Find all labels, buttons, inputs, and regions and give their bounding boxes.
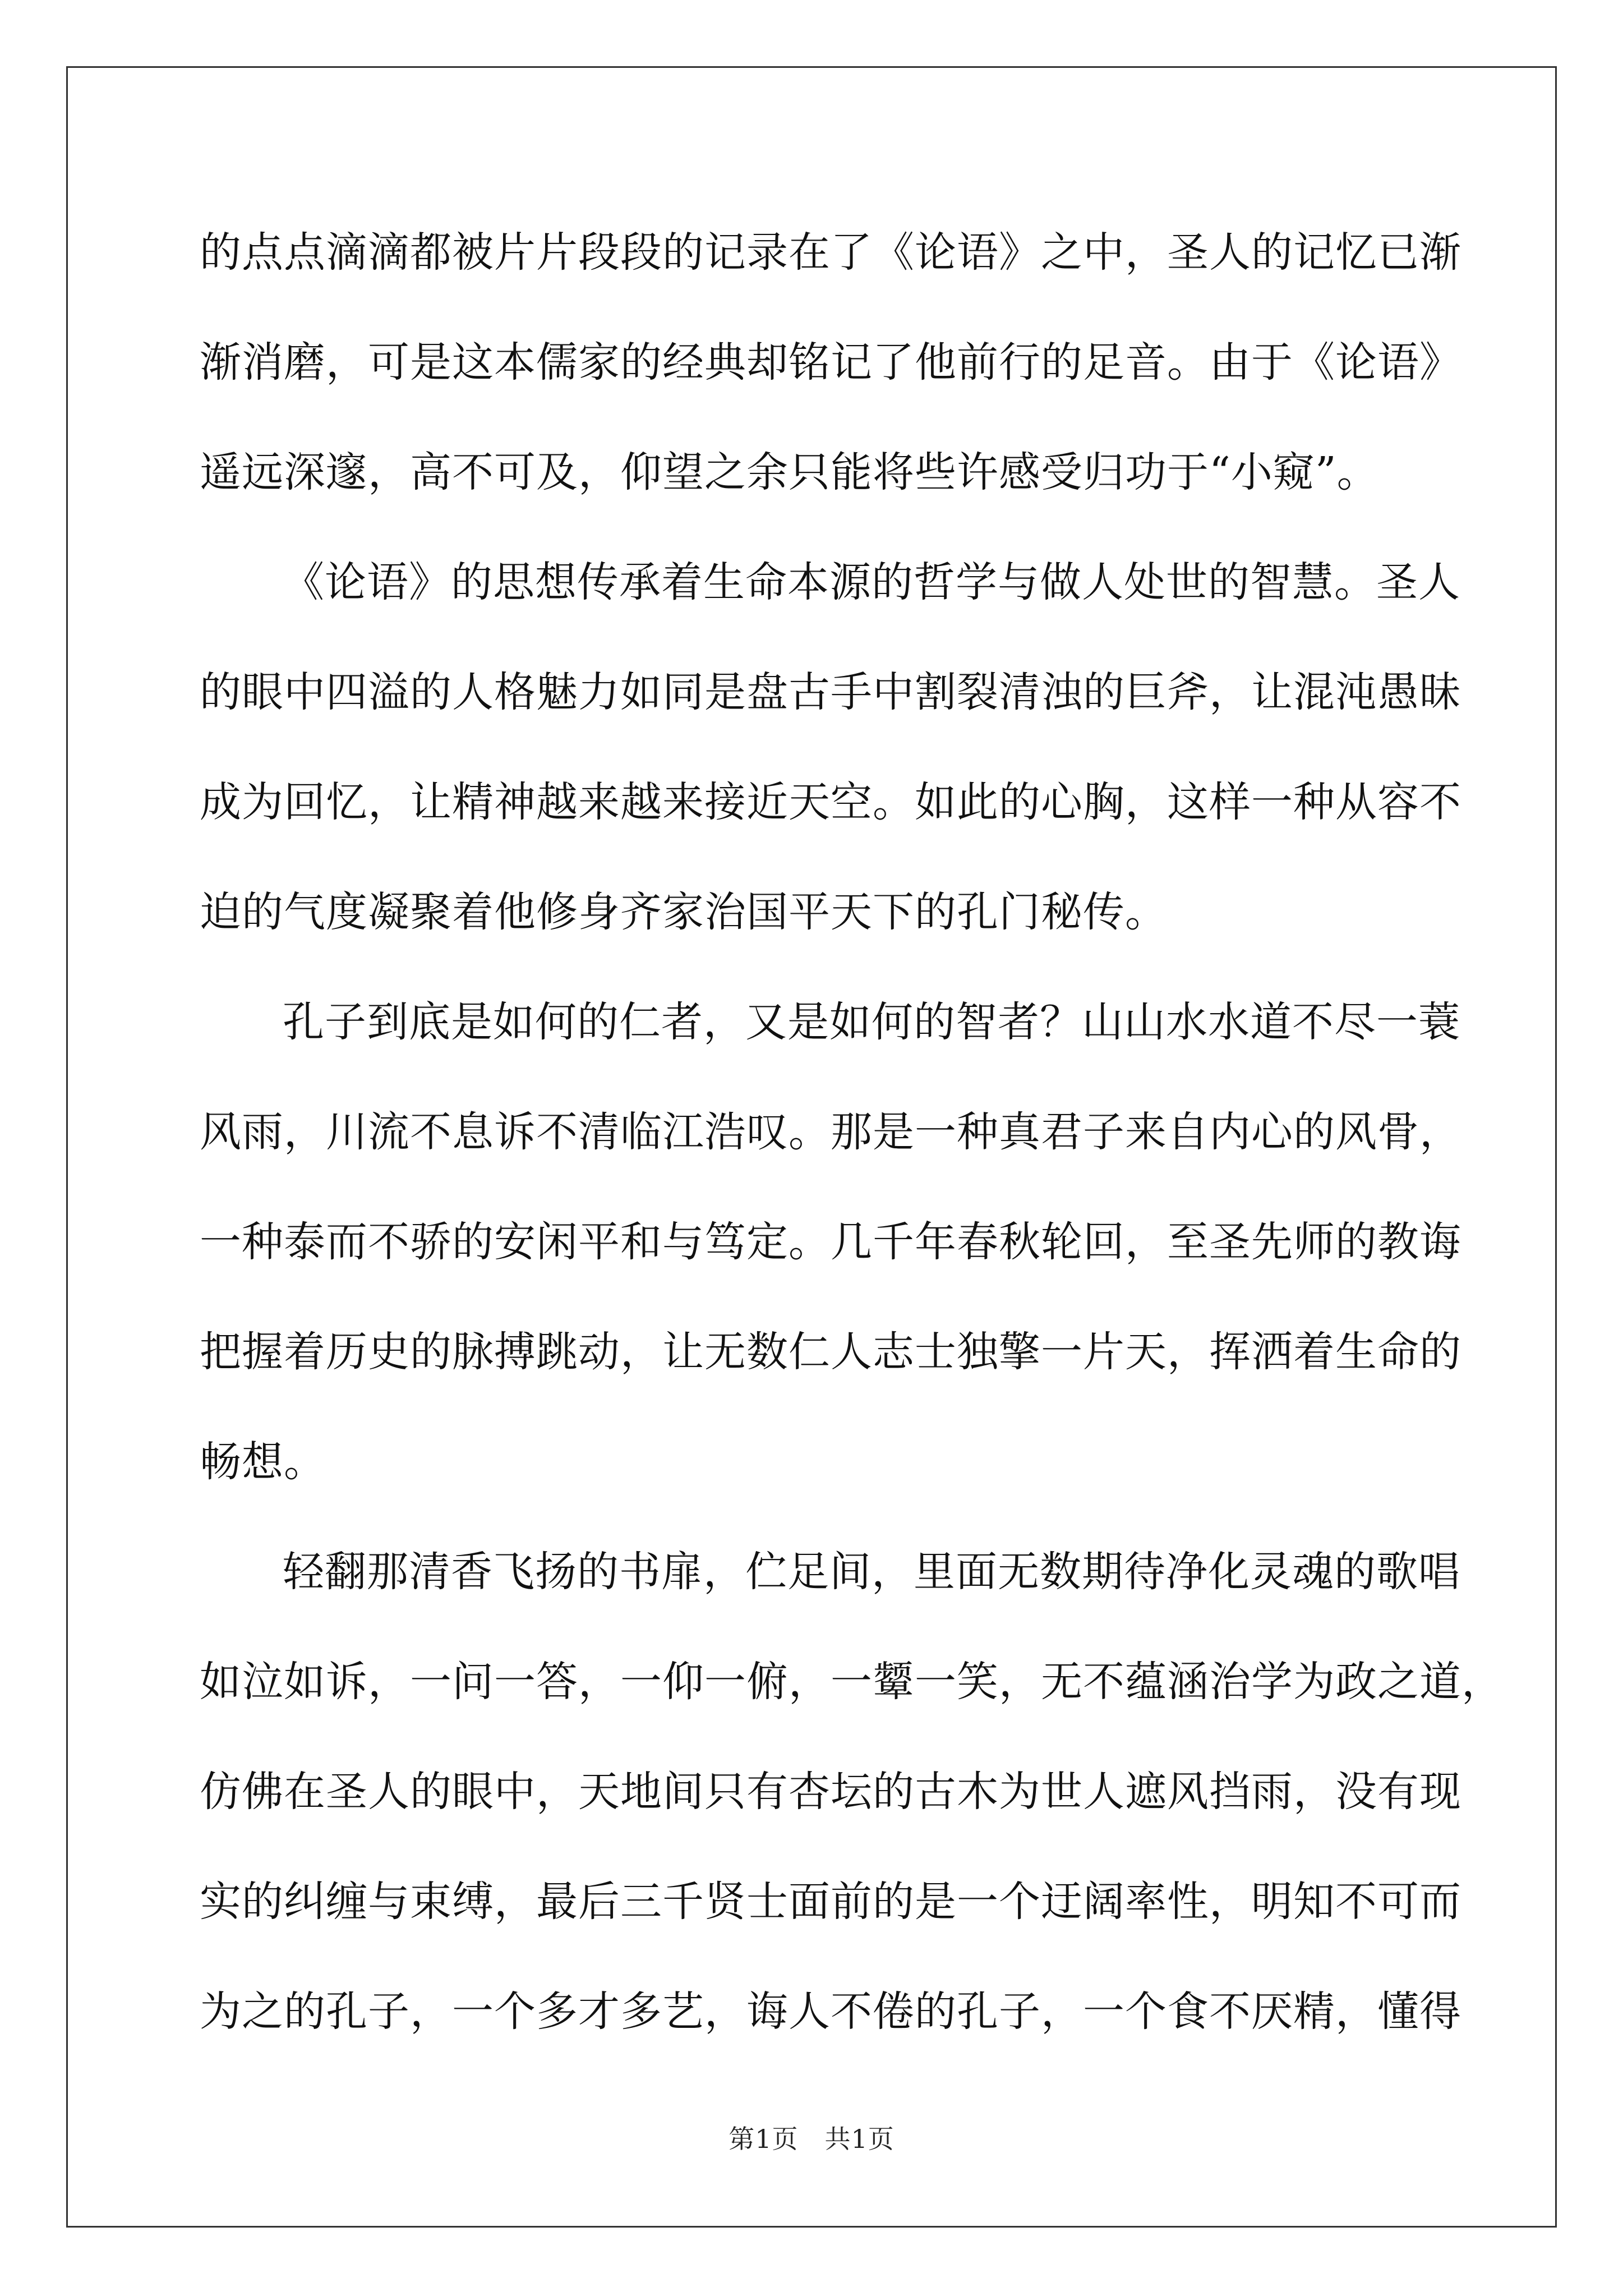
text-line: 把握着历史的脉搏跳动，让无数仁人志士独擎一片天，挥洒着生命的 bbox=[200, 1328, 1461, 1376]
text-line: 为之的孔子，一个多才多艺，诲人不倦的孔子，一个食不厌精，懂得 bbox=[200, 1987, 1461, 2036]
text-line: 轻翻那清香飞扬的书扉，伫足间，里面无数期待净化灵魂的歌唱 bbox=[283, 1548, 1460, 1596]
text-line: 的点点滴滴都被片片段段的记录在了《论语》之中，圣人的记忆已渐 bbox=[200, 228, 1461, 277]
text-line: 实的纠缠与束缚，最后三千贤士面前的是一个迂阔率性，明知不可而 bbox=[200, 1878, 1461, 1926]
text-line: 的眼中四溢的人格魅力如同是盘古手中割裂清浊的巨斧，让混沌愚昧 bbox=[200, 668, 1461, 716]
text-line: 成为回忆，让精神越来越来接近天空。如此的心胸，这样一种从容不 bbox=[200, 778, 1461, 826]
text-line: 《论语》的思想传承着生命本源的哲学与做人处世的智慧。圣人 bbox=[283, 558, 1460, 606]
page-footer: 第1页 共1页 bbox=[728, 2124, 895, 2154]
text-line: 如泣如诉，一问一答，一仰一俯，一颦一笑，无不蕴涵治学为政之道， bbox=[200, 1658, 1504, 1706]
text-line: 迫的气度凝聚着他修身齐家治国平天下的孔门秘传。 bbox=[200, 888, 1167, 936]
text-line: 渐消磨，可是这本儒家的经典却铭记了他前行的足音。由于《论语》 bbox=[200, 338, 1461, 386]
text-line: 风雨，川流不息诉不清临江浩叹。那是一种真君子来自内心的风骨， bbox=[200, 1108, 1461, 1156]
text-line: 遥远深邃，高不可及，仰望之余只能将些许感受归功于“小窥”。 bbox=[200, 448, 1379, 496]
text-line: 仿佛在圣人的眼中，天地间只有杏坛的古木为世人遮风挡雨，没有现 bbox=[200, 1768, 1461, 1816]
document-body bbox=[200, 210, 1504, 2079]
text-line: 孔子到底是如何的仁者，又是如何的智者？山山水水道不尽一蓑 bbox=[283, 998, 1460, 1046]
text-line: 一种泰而不骄的安闲平和与笃定。几千年春秋轮回，至圣先师的教诲 bbox=[200, 1218, 1461, 1266]
text-line: 畅想。 bbox=[200, 1438, 326, 1486]
